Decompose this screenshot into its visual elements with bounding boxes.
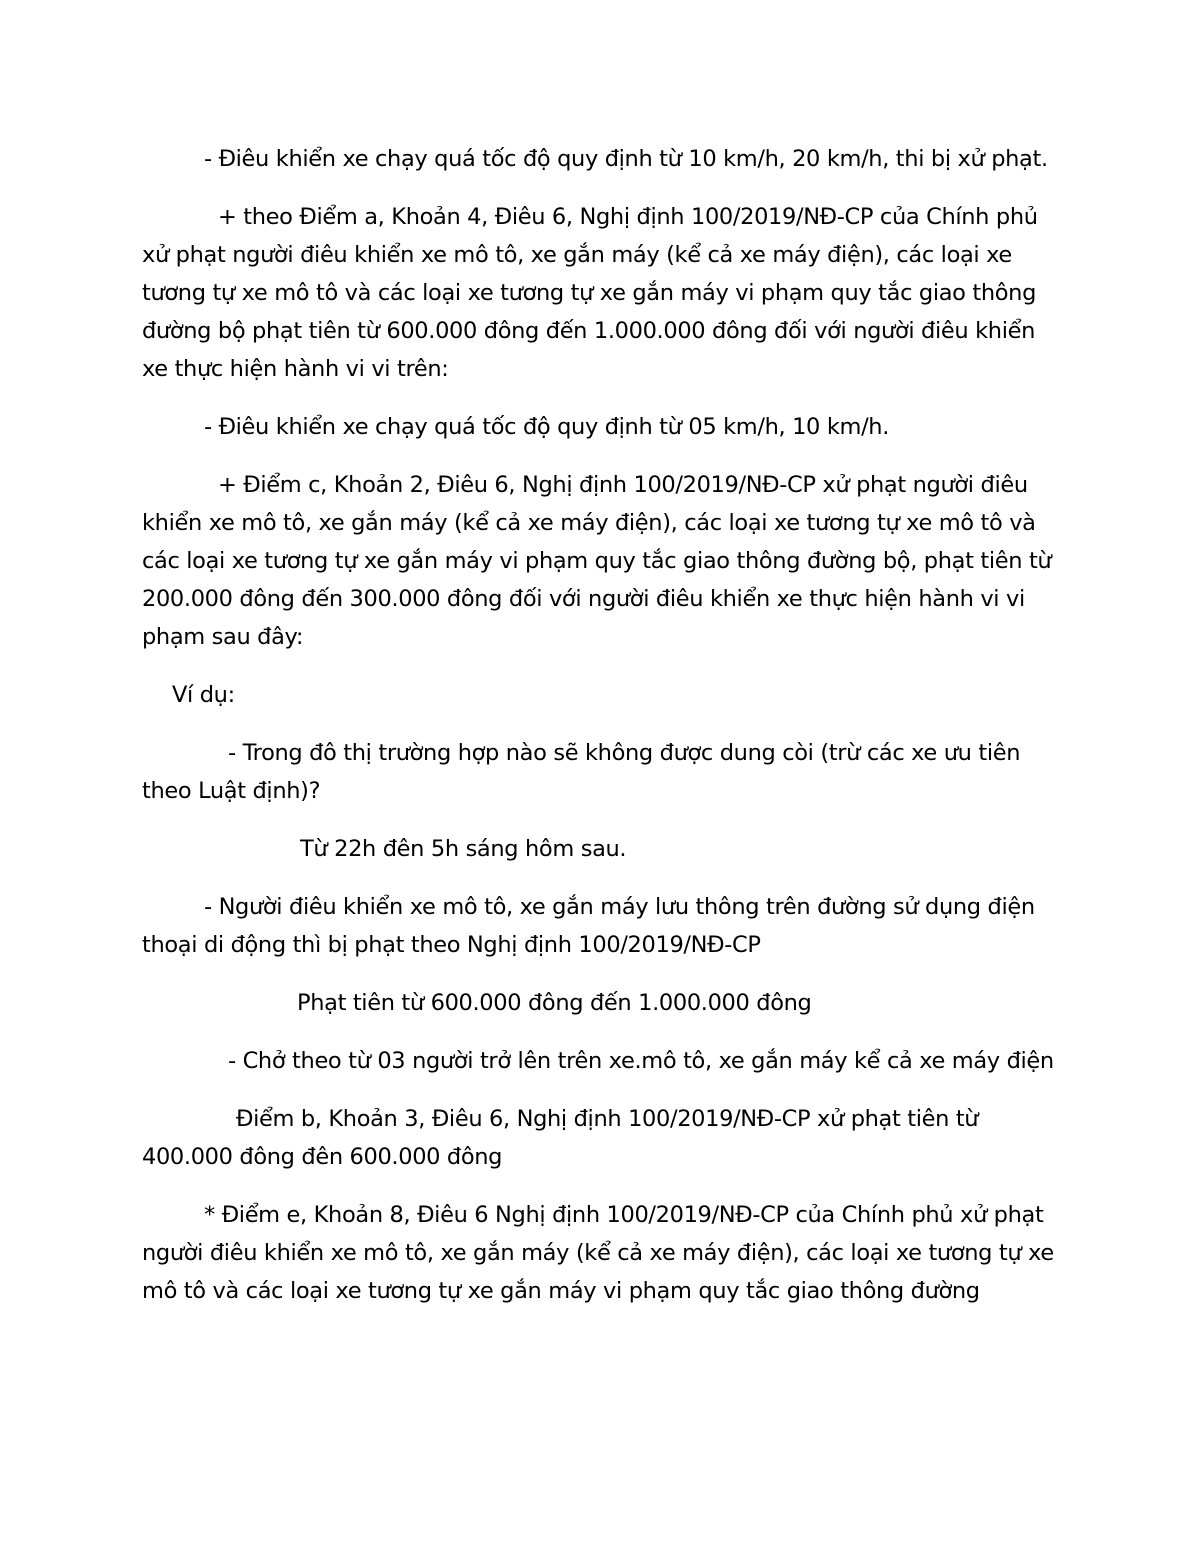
document-body [142, 140, 1067, 1330]
paragraph-three-passengers: - Chở theo từ 03 người trở lên trên xe.mô tô, xe gắn máy kể cả xe máy điện [228, 1048, 1054, 1074]
paragraph-phone-answer: Phạt tiên từ 600.000 đông đến 1.000.000 đông [297, 990, 812, 1016]
paragraph-point-b-clause-3: Điểm b, Khoản 3, Điêu 6, Nghị định 100/2019/NĐ-CP xử phạt tiên từ 400.000 đông đên 600.000 đông [142, 1106, 979, 1170]
paragraph-point-c-clause-2: + Điểm c, Khoản 2, Điêu 6, Nghị định 100/2019/NĐ-CP xử phạt người điêu khiển xe mô tô, xe gắn máy (kể cả xe máy điện), các loại xe tương tự xe mô tô và các loại xe tương tự xe gắn máy vi phạm quy tắc giao thông đường bộ, phạt tiên từ 200.000 đông đến 300.000 đông đối với người điêu khiển xe thực hiện hành vi vi phạm sau đây: [142, 472, 1052, 650]
paragraph-example-heading: Ví dụ: [172, 682, 235, 708]
paragraph-point-e-clause-8: * Điểm e, Khoản 8, Điêu 6 Nghị định 100/2019/NĐ-CP của Chính phủ xử phạt người điêu khiển xe mô tô, xe gắn máy (kể cả xe máy điện), các loại xe tương tự xe mô tô và các loại xe tương tự xe gắn máy vi phạm quy tắc giao thông đường [142, 1202, 1054, 1304]
paragraph-horn-question: - Trong đô thị trường hợp nào sẽ không được dung còi (trừ các xe ưu tiên theo Luật định)? [142, 740, 1021, 804]
paragraph-horn-answer: Từ 22h đên 5h sáng hôm sau. [300, 836, 627, 862]
paragraph-point-a-clause-4: + theo Điểm a, Khoản 4, Điêu 6, Nghị định 100/2019/NĐ-CP của Chính phủ xử phạt người điêu khiển xe mô tô, xe gắn máy (kể cả xe máy điện), các loại xe tương tự xe mô tô và các loại xe tương tự xe gắn máy vi phạm quy tắc giao thông đường bộ phạt tiên từ 600.000 đông đến 1.000.000 đông đối với người điêu khiển xe thực hiện hành vi vi trên: [142, 204, 1038, 382]
paragraph-speeding-10-20: - Điêu khiển xe chạy quá tốc độ quy định từ 10 km/h, 20 km/h, thi bị xử phạt. [204, 146, 1048, 172]
paragraph-speeding-05-10: - Điêu khiển xe chạy quá tốc độ quy định từ 05 km/h, 10 km/h. [204, 414, 890, 440]
paragraph-phone-question: - Người điêu khiển xe mô tô, xe gắn máy lưu thông trên đường sử dụng điện thoại di động thì bị phạt theo Nghị định 100/2019/NĐ-CP [142, 894, 1035, 958]
